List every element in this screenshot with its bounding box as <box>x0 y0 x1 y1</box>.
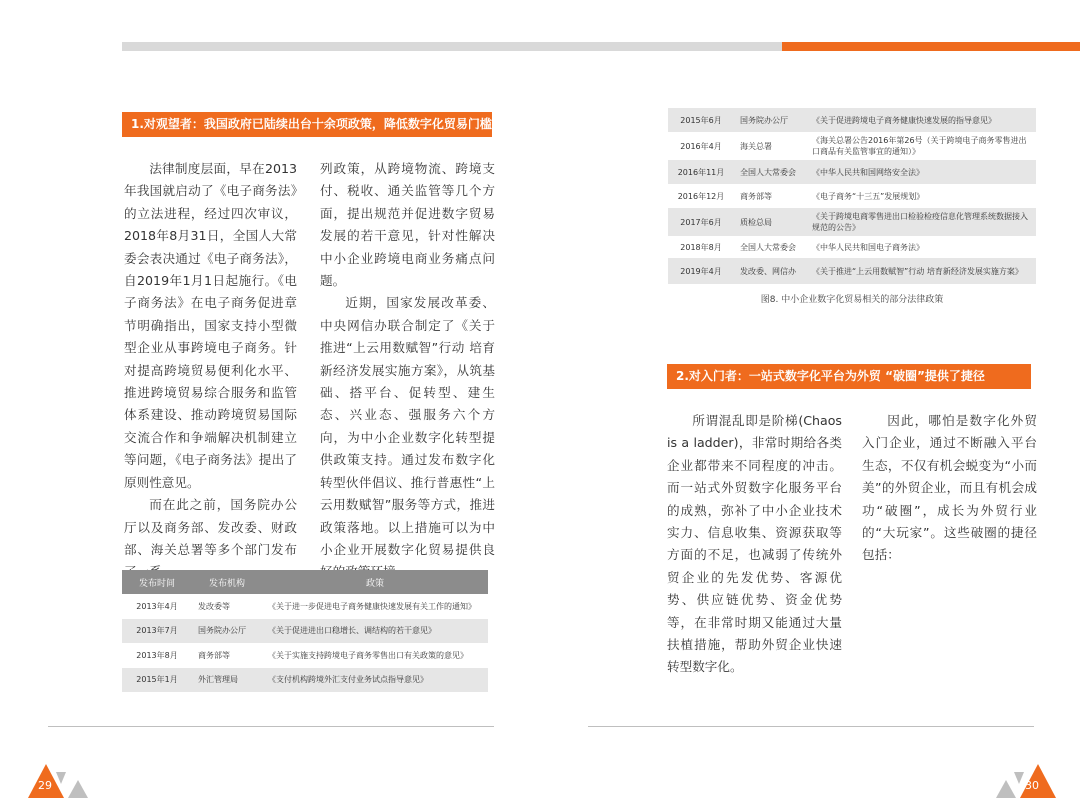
table-cell-org: 国务院办公厅 <box>192 619 262 644</box>
table-cell-policy: 《关于进一步促进电子商务健康快速发展有关工作的通知》 <box>268 601 476 611</box>
left-bottom-divider <box>48 726 494 727</box>
table-cell-policy: 《中华人民共和国网络安全法》 <box>806 160 1036 184</box>
right-col2-para-1: 因此，哪怕是数字化外贸入门企业，通过不断融入平台生态，不仅有机会蜕变为“小而美”的外贸企业，而且有机会成功“破圈”，成长为外贸行业的“大玩家”。这些破圈的捷径包括： <box>862 413 1037 563</box>
table-header-date: 发布时间 <box>122 570 192 594</box>
left-policy-table <box>122 570 488 692</box>
right-page-number: 30 <box>1025 779 1039 792</box>
table-cell-policy: 《关于跨境电商零售进出口检验检疫信息化管理系统数据接入规范的公告》 <box>806 208 1036 236</box>
table-cell-org: 商务部等 <box>740 191 772 201</box>
table-cell-date: 2019年4月 <box>668 258 734 284</box>
table-row <box>668 258 1036 284</box>
table-row <box>668 236 1036 258</box>
left-page-number: 29 <box>38 779 52 792</box>
table-cell-date: 2013年4月 <box>136 601 178 611</box>
right-section-heading-text: 2.对入门者：一站式数字化平台为外贸 “破圈”提供了捷径 <box>676 369 985 383</box>
table-row <box>668 132 1036 160</box>
right-bottom-divider <box>588 726 1034 727</box>
table-cell-date: 2016年11月 <box>668 160 734 184</box>
right-text-column-1 <box>667 410 842 679</box>
table-header-row <box>122 570 488 594</box>
table-cell-policy: 《海关总署公告2016年第26号（关于跨境电子商务零售进出口商品有关监管事宜的通知）》 <box>812 136 1027 156</box>
table-cell-date: 2013年8月 <box>136 650 178 660</box>
table-cell-org: 国务院办公厅 <box>734 108 806 132</box>
left-text-column-2 <box>320 158 495 584</box>
left-text-column-1 <box>124 158 297 584</box>
left-section-heading-text: 1.对观望者：我国政府已陆续出台十余项政策，降低数字化贸易门槛 <box>131 117 492 131</box>
table-cell-org: 全国人大常委会 <box>734 160 806 184</box>
table-cell-date: 2017年6月 <box>668 208 734 236</box>
left-section-heading <box>122 112 492 137</box>
table-cell-org: 发改委等 <box>198 601 230 611</box>
top-decor-bar-orange <box>782 42 1080 51</box>
table-cell-date: 2015年1月 <box>122 668 192 693</box>
table-cell-org: 全国人大常委会 <box>740 242 796 252</box>
table-cell-org: 外汇管理局 <box>192 668 262 693</box>
table-header-policy: 政策 <box>262 570 488 594</box>
table-row <box>122 668 488 693</box>
right-col1-para-1: 所谓混乱即是阶梯(Chaos is a ladder)，非常时期给各类企业都带来不同程度的冲击。而一站式外贸数字化服务平台的成熟，弥补了中小企业技术实力、信息收集、资源获取等方面的不足，也减弱了传统外贸企业的先发优势、客源优势、供应链优势、资金优势等，在非常时期又能通过大量扶植措施，帮助外贸企业快速转型数字化。 <box>667 413 842 675</box>
table-row <box>122 619 488 644</box>
left-col2-para-1: 列政策，从跨境物流、跨境支付、税收、通关监管等几个方面，提出规范并促进数字贸易发展的若干意见，针对性解决中小企业跨境电商业务痛点问题。 <box>320 161 495 289</box>
table-row <box>668 108 1036 132</box>
left-col2-para-2: 近期，国家发展改革委、中央网信办联合制定了《关于推进“上云用数赋智”行动 培育新经济发展实施方案》，从筑基础、搭平台、促转型、建生态、兴业态、强服务六个方向，为中小企业数字化转型提供政策支持。通过发布数字化转型伙伴倡议、推行普惠性“上云用数赋智”服务等方式，推进政策落地。以上措施可以为中小企业开展数字化贸易提供良 <box>320 295 495 557</box>
table-cell-date: 2015年6月 <box>668 108 734 132</box>
table-cell-policy: 《关于促进进出口稳增长、调结构的若干意见》 <box>262 619 488 644</box>
figure-caption: 图8. 中小企业数字化贸易相关的部分法律政策 <box>760 295 944 305</box>
top-decor-bar-grey <box>122 42 782 51</box>
table-header-org: 发布机构 <box>192 570 262 594</box>
table-row <box>668 160 1036 184</box>
table-cell-date: 2016年12月 <box>677 191 725 201</box>
table-row <box>122 643 488 668</box>
table-cell-policy: 《关于促进跨境电子商务健康快速发展的指导意见》 <box>806 108 1036 132</box>
table-cell-policy: 《关于推进“上云用数赋智”行动 培育新经济发展实施方案》 <box>806 258 1036 284</box>
right-text-column-2 <box>862 410 1037 567</box>
table-row <box>668 208 1036 236</box>
table-cell-org: 商务部等 <box>198 650 230 660</box>
table-cell-org: 海关总署 <box>740 141 772 151</box>
table-cell-org: 发改委、网信办 <box>734 258 806 284</box>
right-page-number-triangle-icon <box>992 764 1056 798</box>
table-cell-policy: 《中华人民共和国电子商务法》 <box>812 242 924 252</box>
left-col1-para-2: 而在此之前，国务院办公厅以及商务部、发改委、财政部、海关总署等多个部门发布 <box>124 497 297 557</box>
right-policy-table <box>668 108 1036 284</box>
right-section-heading <box>667 364 1031 389</box>
table-row <box>668 184 1036 208</box>
table-cell-date: 2018年8月 <box>680 242 722 252</box>
table-cell-date: 2016年4月 <box>680 141 722 151</box>
table-cell-policy: 《电子商务“十三五”发展规划》 <box>812 191 925 201</box>
table-cell-org: 质检总局 <box>734 208 806 236</box>
table-cell-policy: 《关于实施支持跨境电子商务零售出口有关政策的意见》 <box>268 650 468 660</box>
left-col1-para-1: 法律制度层面，早在2013年我国就启动了《电子商务法》的立法进程，经过四次审议，2018年8月31日，全国人大常委会表决通过《电子商务法》，自2019年1月1日起施行。《电子商务法》在电子商务促进章节明确指出，国家支持小型微型企业从事跨境电子商务。针对提高跨境贸易便利化水平、推进跨境贸易综合服务和监管体系建设、推动跨境贸易国际交流合作和争端解决机制建立等问题，《电子商务法》提出了原则性意见。 <box>124 161 297 490</box>
table-cell-policy: 《支付机构跨境外汇支付业务试点指导意见》 <box>262 668 488 693</box>
table-cell-date: 2013年7月 <box>122 619 192 644</box>
table-row <box>122 594 488 619</box>
